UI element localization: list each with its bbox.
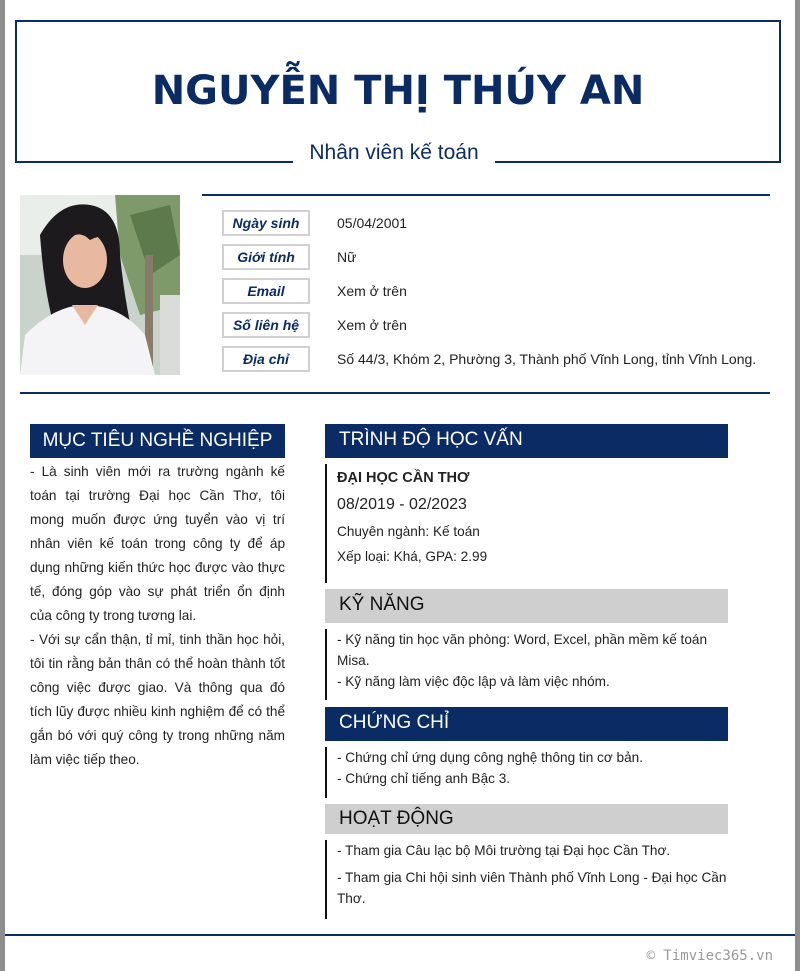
info-top-line (202, 194, 770, 196)
email-label: Email (222, 278, 310, 304)
gender-value: Nữ (337, 249, 357, 265)
activities-heading: HOẠT ĐỘNG (325, 804, 728, 834)
education-major: Chuyên ngành: Kế toán (337, 524, 480, 539)
footer-watermark: © Timviec365.vn (646, 948, 773, 964)
job-title-wrap (293, 135, 495, 175)
address-label: Địa chỉ (222, 346, 310, 372)
objective-paragraph: - Với sự cẩn thận, tỉ mỉ, tinh thần học hỏi, tôi tin rằng bản thân có thể hoàn thành tốt công việc được giao. Và thông qua đó tích lũy được nhiều kinh nghiệm để có thể gắn bó với quý công ty trong những năm làm việc tiếp theo. (30, 632, 285, 767)
education-period: 08/2019 - 02/2023 (337, 496, 467, 513)
skills-body (325, 629, 728, 700)
education-grade: Xếp loại: Khá, GPA: 2.99 (337, 549, 488, 564)
phone-value: Xem ở trên (337, 317, 407, 333)
cv-page (5, 0, 795, 971)
objective-paragraph: - Là sinh viên mới ra trường ngành kế toán tại trường Đại học Cần Thơ, tôi mong muốn được ứng tuyển vào vị trí nhân viên kế toán trong công ty để áp dụng những kiến thức học được vào thực tế, đóng góp vào sự phát triển ổn định của công ty trong tương lai. (30, 464, 285, 623)
activity-item: - Tham gia Chi hội sinh viên Thành phố Vĩnh Long - Đại học Cần Thơ. (337, 870, 727, 906)
address-value: Số 44/3, Khóm 2, Phường 3, Thành phố Vĩnh Long, tỉnh Vĩnh Long. (337, 351, 757, 367)
footer-line (5, 934, 795, 936)
phone-label: Số liên hệ (222, 312, 310, 338)
education-heading: TRÌNH ĐỘ HỌC VẤN (325, 424, 728, 458)
skill-item: - Kỹ năng tin học văn phòng: Word, Excel, phần mềm kế toán Misa. (337, 632, 708, 668)
certificates-body (325, 747, 728, 798)
objective-text (30, 460, 285, 772)
job-title: Nhân viên kế toán (309, 141, 479, 164)
profile-photo (20, 195, 180, 375)
birthdate-label: Ngày sinh (222, 210, 310, 236)
section-divider (20, 392, 770, 394)
activities-body (325, 840, 728, 919)
email-value: Xem ở trên (337, 283, 407, 299)
activity-item: - Tham gia Câu lạc bộ Môi trường tại Đại học Cần Thơ. (337, 843, 671, 858)
skill-item: - Kỹ năng làm việc độc lập và làm việc nhóm. (337, 674, 610, 689)
certificate-item: - Chứng chỉ tiếng anh Bậc 3. (337, 771, 511, 786)
candidate-name: NGUYỄN THỊ THÚY AN (151, 68, 645, 114)
certificates-heading: CHỨNG CHỈ (325, 707, 728, 741)
education-body (325, 464, 728, 583)
profile-photo-image (20, 195, 180, 375)
certificate-item: - Chứng chỉ ứng dụng công nghệ thông tin cơ bản. (337, 750, 643, 765)
birthdate-value: 05/04/2001 (337, 215, 408, 231)
gender-label: Giới tính (222, 244, 310, 270)
skills-heading: KỸ NĂNG (325, 589, 728, 623)
school-name: ĐẠI HỌC CẦN THƠ (337, 470, 470, 486)
objective-heading: MỤC TIÊU NGHỀ NGHIỆP (30, 424, 285, 458)
